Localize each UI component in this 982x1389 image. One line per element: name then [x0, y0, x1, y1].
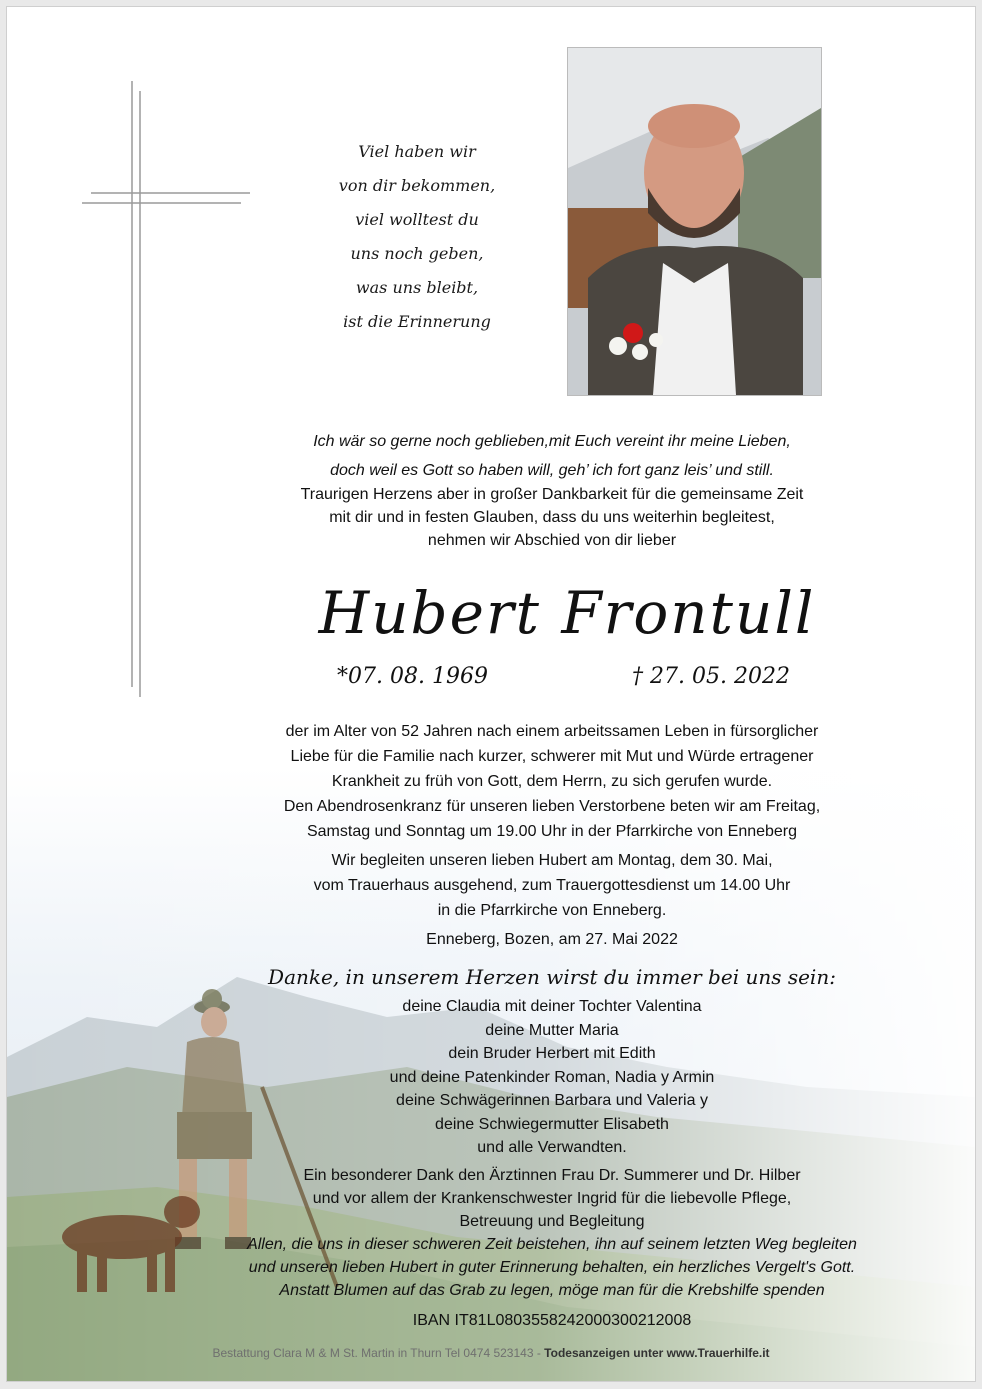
footer-website[interactable]: Todesanzeigen unter www.Trauerhilfe.it	[544, 1346, 770, 1360]
family-list	[222, 995, 882, 1160]
thanks-line: Allen, die uns in dieser schweren Zeit beistehen, ihn auf seinem letzten Weg begleiten	[247, 1236, 857, 1253]
funeral-line: vom Trauerhaus ausgehend, zum Trauergottesdienst um 14.00 Uhr	[313, 877, 791, 894]
poem	[307, 135, 527, 339]
portrait-photo	[567, 47, 822, 396]
body-line: Liebe für die Familie nach kurzer, schwerer mit Mut und Würde ertragener	[290, 748, 814, 765]
intro-line: doch weil es Gott so haben will, geh’ ich fort ganz leis’ und still.	[330, 462, 774, 479]
birth-date: *07. 08. 1969	[337, 664, 488, 689]
poem-line: von dir bekommen,	[338, 176, 496, 195]
funeral-line: in die Pfarrkirche von Enneberg.	[437, 902, 667, 919]
place-date: Enneberg, Bozen, am 27. Mai 2022	[426, 931, 678, 948]
thanks-line: und unseren lieben Hubert in guter Erinnerung behalten, ein herzliches Vergelt's Gott.	[248, 1259, 856, 1276]
intro-line: nehmen wir Abschied von dir lieber	[427, 532, 677, 549]
poem-line: ist die Erinnerung	[343, 312, 491, 331]
funeral-line: Wir begleiten unseren lieben Hubert am Montag, dem 30. Mai,	[331, 852, 773, 869]
intro-line: Ich wär so gerne noch geblieben,mit Euch vereint ihr meine Lieben,	[313, 433, 791, 450]
iban: IBAN IT81L0803558242000300212008	[412, 1312, 692, 1329]
deceased-name: Hubert Frontull	[318, 579, 816, 647]
family-line: dein Bruder Herbert mit Edith	[448, 1045, 656, 1062]
body-line: Krankheit zu früh von Gott, dem Herrn, zu sich gerufen wurde.	[331, 773, 773, 790]
family-line: und alle Verwandten.	[477, 1139, 627, 1156]
announcement-text	[222, 719, 882, 844]
family-line: deine Mutter Maria	[485, 1021, 619, 1039]
intro-line: Traurigen Herzens aber in großer Dankbarkeit für die gemeinsame Zeit	[300, 486, 804, 503]
thanks-line: Anstatt Blumen auf das Grab zu legen, möge man für die Krebshilfe spenden	[279, 1282, 825, 1299]
intro-verse	[222, 427, 882, 456]
thanks-line: Betreuung und Begleitung	[459, 1213, 645, 1230]
footer	[7, 1346, 975, 1360]
obituary-page	[6, 6, 976, 1382]
body-line: Samstag und Sonntag um 19.00 Uhr in der Pfarrkirche von Enneberg	[306, 823, 798, 840]
family-line: deine Claudia mit deiner Tochter Valentina	[402, 998, 702, 1015]
family-line: deine Schwiegermutter Elisabeth	[435, 1115, 669, 1133]
body-line: Den Abendrosenkranz für unseren lieben Verstorbene beten wir am Freitag,	[283, 798, 821, 815]
thanks-text	[222, 1164, 882, 1302]
intro-verse-2	[222, 456, 882, 485]
poem-line: Viel haben wir	[358, 142, 476, 161]
death-date: † 27. 05. 2022	[632, 664, 790, 689]
funeral-info	[222, 848, 882, 923]
family-line: deine Schwägerinnen Barbara und Valeria y	[396, 1092, 708, 1109]
poem-line: viel wolltest du	[355, 210, 479, 229]
thanks-line: und vor allem der Krankenschwester Ingrid für die liebevolle Pflege,	[312, 1190, 792, 1207]
footer-undertaker: Bestattung Clara M & M St. Martin in Thurn Tel 0474 523143 -	[212, 1346, 545, 1360]
cross-icon	[7, 7, 267, 707]
body-line: der im Alter von 52 Jahren nach einem arbeitssamen Leben in fürsorglicher	[285, 723, 819, 740]
family-line: und deine Patenkinder Roman, Nadia y Armin	[389, 1068, 715, 1086]
thanks-line: Ein besonderer Dank den Ärztinnen Frau Dr. Summerer und Dr. Hilber	[303, 1167, 801, 1184]
poem-line: uns noch geben,	[350, 244, 484, 263]
intro-text	[222, 483, 882, 552]
thanks-heading: Danke, in unserem Herzen wirst du immer bei uns sein:	[268, 965, 836, 989]
poem-line: was uns bleibt,	[355, 278, 479, 297]
intro-line: mit dir und in festen Glauben, dass du uns weiterhin begleitest,	[329, 509, 775, 526]
